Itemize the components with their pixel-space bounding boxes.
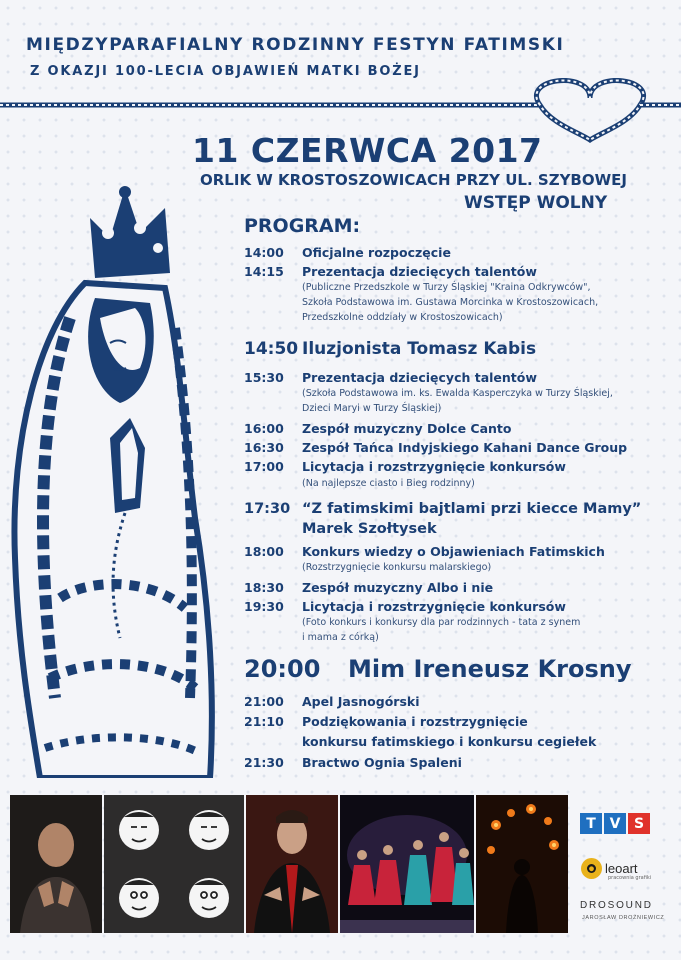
drosound-logo: DROSOUND — [580, 900, 653, 911]
program-item — [244, 459, 566, 474]
leo-lion-icon — [581, 858, 602, 879]
program-title: Licytacja i rozstrzygnięcie konkursów — [302, 599, 566, 614]
program-title: Konkurs wiedzy o Objawieniach Fatimskich — [302, 544, 605, 559]
program-title: Zespół muzyczny Albo i nie — [302, 580, 494, 595]
program-title: Oficjalne rozpoczęcie — [302, 245, 451, 260]
program-heading: PROGRAM: — [244, 215, 361, 237]
program-time: 16:30 — [244, 440, 284, 455]
program-time: 16:00 — [244, 421, 284, 436]
program-note: (Rozstrzygnięcie konkursu malarskiego) — [302, 562, 492, 573]
program-time: 21:10 — [244, 714, 284, 729]
program-title: Licytacja i rozstrzygnięcie konkursów — [302, 459, 566, 474]
program-title-continued: konkursu fatimskiego i konkursu cegiełek — [302, 734, 597, 749]
virgin-mary-illustration — [0, 178, 245, 778]
photo-band-portraits — [104, 795, 244, 933]
program-time: 20:00 — [244, 655, 321, 683]
program-time: 21:30 — [244, 755, 284, 770]
program-note: (Szkoła Podstawowa im. ks. Ewalda Kasperczyka w Turzy Śląskiej, Dzieci Maryi w Turzy Śląskiej) — [302, 388, 613, 414]
photo-indian-dancers — [340, 795, 474, 933]
program-item — [244, 440, 627, 455]
leoart-tagline: pracownia grafiki — [608, 875, 652, 881]
program-time: 15:30 — [244, 370, 284, 385]
program-item — [244, 370, 537, 385]
event-date: 11 CZERWCA 2017 — [192, 131, 543, 170]
program-note: (Publiczne Przedszkole w Turzy Śląskiej "Kraina Odkrywców", Szkoła Podstawowa im. Gustawa Morcinka w Krostoszowicach, Przedszkolne oddziały w Krostoszowicach) — [302, 282, 599, 323]
program-item — [244, 714, 528, 729]
program-title: Podziękowania i rozstrzygnięcie — [302, 714, 528, 729]
program-note: (Foto konkurs i konkursy dla par rodzinnych - tata z synem i mama z córką) — [302, 617, 581, 643]
leoart-name: leoart — [605, 861, 638, 876]
program-title: Prezentacja dziecięcych talentów — [302, 264, 537, 279]
photo-illusionist — [246, 795, 338, 933]
program-time: 14:50 — [244, 339, 299, 359]
program-title: Zespół muzyczny Dolce Canto — [302, 421, 512, 436]
festival-title: MIĘDZYPARAFIALNY RODZINNY FESTYN FATIMSKI — [26, 35, 565, 55]
program-time: 17:30 — [244, 501, 291, 517]
program-item — [244, 339, 536, 359]
drosound-owner: JAROSŁAW DROŹNIEWICZ — [582, 915, 665, 921]
program-title: Bractwo Ognia Spaleni — [302, 755, 462, 770]
photo-mime-performer — [10, 795, 102, 933]
program-title-continued: Marek Szołtysek — [302, 521, 437, 537]
program-title: Zespół Tańca Indyjskiego Kahani Dance Group — [302, 440, 628, 455]
program-time: 18:30 — [244, 580, 284, 595]
program-item — [244, 694, 420, 709]
festival-subtitle: Z OKAZJI 100-LECIA OBJAWIEŃ MATKI BOŻEJ — [30, 64, 421, 79]
program-time: 17:00 — [244, 459, 284, 474]
tvs-logo: T V S — [580, 813, 650, 834]
program-time: 21:00 — [244, 694, 284, 709]
program-time: 14:15 — [244, 264, 284, 279]
program-time: 14:00 — [244, 245, 284, 260]
program-item — [244, 501, 641, 517]
sponsor-logos — [578, 810, 674, 940]
program-item — [244, 245, 451, 260]
program-item — [244, 599, 566, 614]
program-time: 19:30 — [244, 599, 284, 614]
program-title: “Z fatimskimi bajtlami przi kiecce Mamy” — [302, 501, 642, 517]
program-time: 18:00 — [244, 544, 284, 559]
photo-strip — [10, 795, 570, 933]
program-item-headline — [244, 655, 632, 683]
program-note: (Na najlepsze ciasto i Bieg rodzinny) — [302, 478, 475, 489]
entry-note: WSTĘP WOLNY — [464, 193, 608, 213]
photo-fire-show — [476, 795, 568, 933]
leoart-logo — [581, 858, 652, 881]
program-item — [244, 580, 493, 595]
program-title: Apel Jasnogórski — [302, 694, 420, 709]
program-item — [244, 264, 537, 279]
event-location: ORLIK W KROSTOSZOWICACH PRZY UL. SZYBOWEJ — [200, 171, 627, 189]
program-item — [244, 544, 605, 559]
program-title: Iluzjonista Tomasz Kabis — [302, 339, 537, 359]
program-title: Prezentacja dziecięcych talentów — [302, 370, 537, 385]
program-item — [244, 421, 512, 436]
program-item — [244, 755, 462, 770]
program-title: Mim Ireneusz Krosny — [348, 655, 632, 683]
